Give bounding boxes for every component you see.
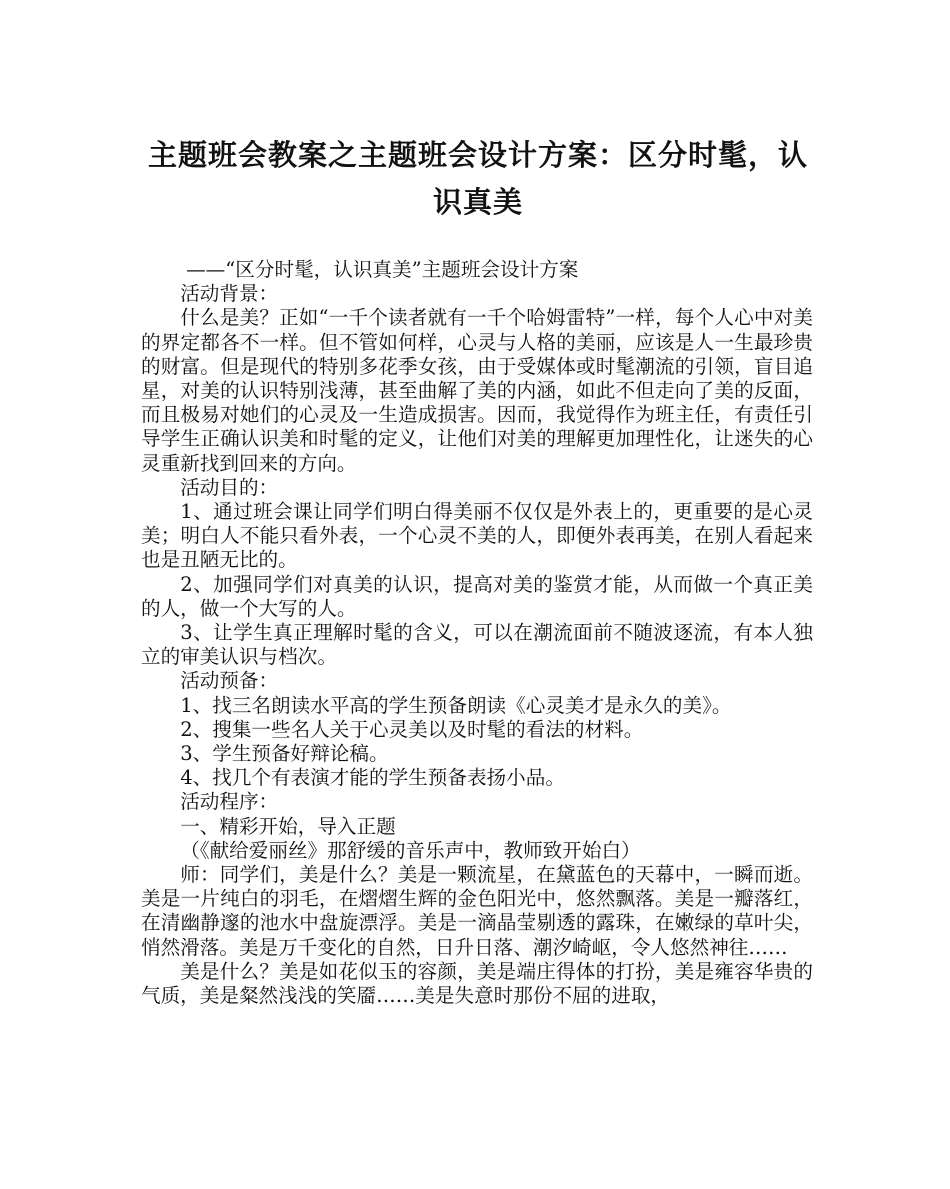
section-heading-goals: 活动目的： (180, 475, 279, 499)
preparation-item-1: 1、找三名朗读水平高的学生预备朗读《心灵美才是永久的美》。 (180, 693, 732, 717)
teacher-speech-paragraph: 师：同学们，美是什么？美是一颗流星，在黛蓝色的天幕中，一瞬而逝。 美是一片纯白的羽毛，在熠熠生辉的金色阳光中，悠然飘落。美是一瓣落红，在清幽静邃的池水中盘旋漂浮。美是一滴晶莹剔透的露珠，在嫩绿的草叶尖，悄然滑落。美是万千变化的自然，日升日落、潮汐崎岖，令人悠然神往…… (141, 863, 813, 959)
goal-item-3: 3、让学生真正理解时髦的含义，可以在潮流面前不随波逐流，有本人独立的审美认识与档次。 (141, 621, 813, 669)
document-body (141, 258, 813, 1008)
goal-item-1: 1、通过班会课让同学们明白得美丽不仅仅是外表上的，更重要的是心灵美；明白人不能只看外表，一个心灵不美的人，即便外表再美，在别人看起来也是丑陋无比的。 (141, 500, 813, 572)
preparation-item-4: 4、找几个有表演才能的学生预备表扬小品。 (180, 766, 565, 790)
background-paragraph: 什么是美？正如“一千个读者就有一千个哈姆雷特”一样，每个人心中对美的界定都各不一样。但不管如何样，心灵与人格的美丽，应该是人一生最珍贵的财富。但是现代的特别多花季女孩，由于受媒体或时髦潮流的引领，盲目追星，对美的认识特别浅薄，甚至曲解了美的内涵，如此不但走向了美的反面，而且极易对她们的心灵及一生造成损害。因而，我觉得作为班主任，有责任引导学生正确认识美和时髦的定义，让他们对美的理解更加理性化，让迷失的心灵重新找到回来的方向。 (141, 306, 813, 475)
subtitle-line: ——“区分时髦，认识真美”主题班会设计方案 (186, 258, 579, 281)
section-heading-procedure: 活动程序： (180, 790, 279, 814)
section-heading-preparation: 活动预备： (180, 669, 279, 693)
preparation-item-2: 2、搜集一些名人关于心灵美以及时髦的看法的材料。 (180, 717, 644, 741)
goal-item-2: 2、加强同学们对真美的认识，提高对美的鉴赏才能，从而做一个真正美的人，做一个大写的人。 (141, 572, 813, 620)
stage-direction: （《献给爱丽丝》那舒缓的音乐声中，教师致开始白） (180, 838, 641, 862)
procedure-step-1-heading: 一、精彩开始，导入正题 (180, 814, 396, 838)
beauty-paragraph: 美是什么？美是如花似玉的容颜，美是端庄得体的打扮，美是雍容华贵的气质，美是粲然浅浅的笑靥……美是失意时那份不屈的进取， (141, 959, 813, 1008)
document-title: 主题班会教案之主题班会设计方案：区分时髦，认识真美 (147, 138, 808, 219)
preparation-item-3: 3、学生预备好辩论稿。 (180, 742, 389, 766)
section-heading-background: 活动背景： (180, 282, 279, 306)
